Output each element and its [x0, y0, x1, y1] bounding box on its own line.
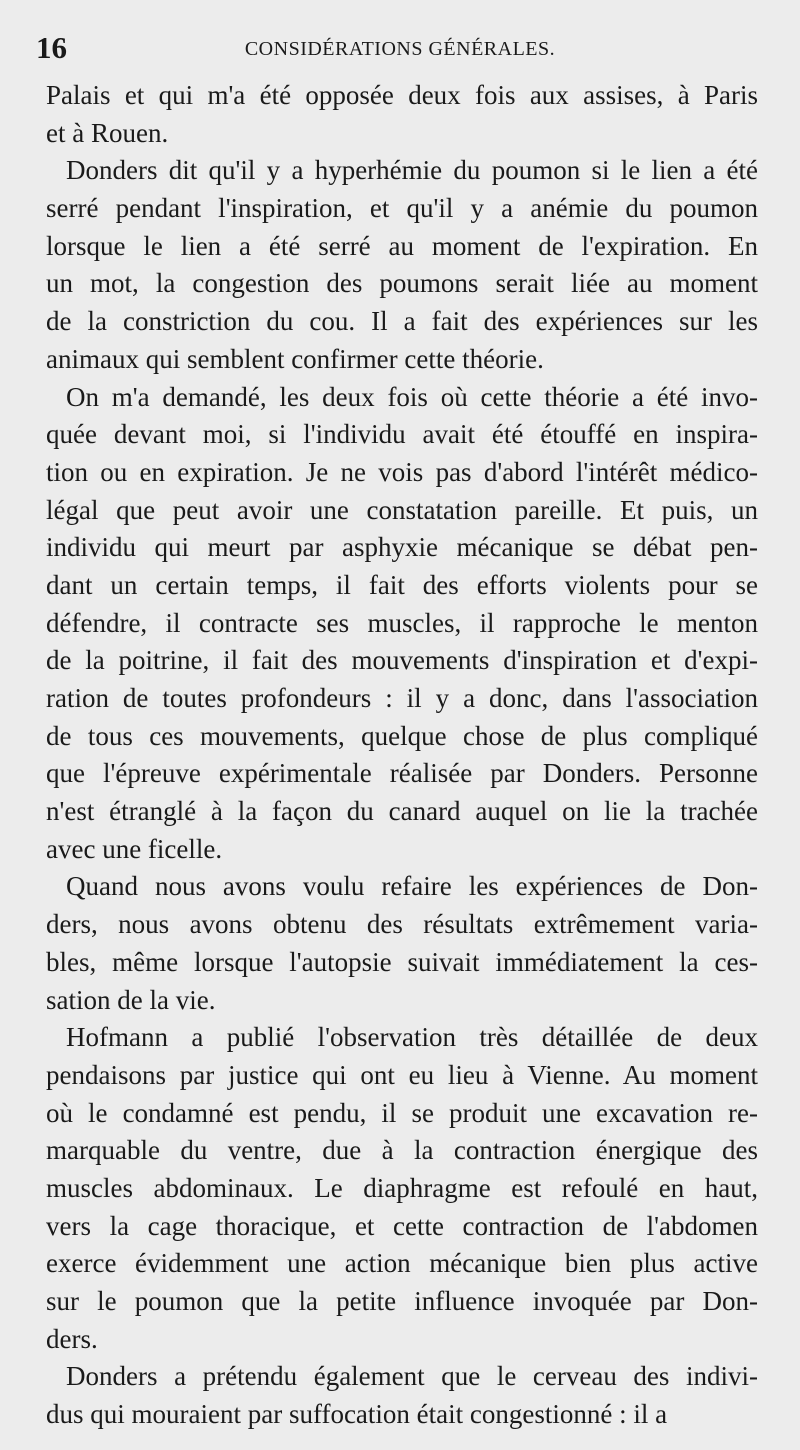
text-line: dus qui mouraient par suffocation était congestionné : il a	[46, 1399, 668, 1430]
text-line: pendaisons par justice qui ont eu lieu à Vienne. Au moment	[46, 1059, 758, 1090]
text-line: ders.	[46, 1323, 98, 1354]
text-line: un mot, la congestion des poumons serait liée au moment	[46, 268, 758, 299]
text-line: de la constriction du cou. Il a fait des expériences sur les	[46, 306, 758, 337]
paragraph	[46, 868, 758, 1019]
text-line: Donders dit qu'il y a hyperhémie du poumon si le lien a été	[66, 155, 758, 186]
paragraph	[46, 1358, 758, 1433]
text-line: Quand nous avons voulu refaire les expériences de Don-	[66, 871, 758, 902]
text-line: défendre, il contracte ses muscles, il rapproche le menton	[46, 607, 758, 638]
text-line: individu qui meurt par asphyxie mécanique se débat pen-	[46, 532, 758, 563]
page-header	[36, 26, 764, 66]
text-line: bles, même lorsque l'autopsie suivait immédiatement la ces-	[46, 946, 758, 977]
paragraph	[46, 152, 758, 378]
paragraph	[46, 379, 758, 869]
text-line: dant un certain temps, il fait des efforts violents pour se	[46, 569, 758, 600]
text-line: On m'a demandé, les deux fois où cette théorie a été invo-	[66, 381, 758, 412]
text-line: ration de toutes profondeurs : il y a donc, dans l'association	[46, 683, 758, 713]
text-line: avec une ficelle.	[46, 833, 223, 864]
page-number: 16	[36, 30, 67, 65]
text-line: de tous ces mouvements, quelque chose de plus compliqué	[46, 720, 758, 751]
text-line: quée devant moi, si l'individu avait été étouffé en inspira-	[46, 419, 758, 450]
text-line: de la poitrine, il fait des mouvements d'inspiration et d'expi-	[46, 645, 758, 676]
text-line: que l'épreuve expérimentale réalisée par Donders. Personne	[46, 758, 758, 789]
running-head: CONSIDÉRATIONS GÉNÉRALES.	[244, 38, 556, 60]
text-line: lorsque le lien a été serré au moment de l'expiration. En	[46, 230, 758, 261]
paragraph	[46, 77, 758, 152]
text-line: et à Rouen.	[46, 117, 169, 148]
text-line: muscles abdominaux. Le diaphragme est refoulé en haut,	[46, 1172, 758, 1203]
text-line: serré pendant l'inspiration, et qu'il y a anémie du poumon	[46, 193, 758, 224]
body-text	[46, 77, 758, 1434]
text-line: Palais et qui m'a été opposée deux fois aux assises, à Paris	[46, 80, 758, 110]
text-line: tion ou en expiration. Je ne vois pas d'abord l'intérêt médico-	[46, 456, 758, 487]
paragraph	[46, 1019, 758, 1358]
text-line: vers la cage thoracique, et cette contraction de l'abdomen	[46, 1210, 758, 1241]
text-line: sur le poumon que la petite influence invoquée par Don-	[46, 1286, 758, 1316]
text-line: Hofmann a publié l'observation très détaillée de deux	[66, 1022, 758, 1053]
text-line: sation de la vie.	[46, 984, 216, 1015]
text-line: où le condamné est pendu, il se produit une excavation re-	[46, 1097, 758, 1128]
text-line: exerce évidemment une action mécanique bien plus active	[46, 1248, 758, 1279]
text-line: légal que peut avoir une constatation pareille. Et puis, un	[46, 494, 758, 525]
text-line: n'est étranglé à la façon du canard auquel on lie la trachée	[46, 796, 758, 827]
text-line: animaux qui semblent confirmer cette théorie.	[46, 343, 544, 374]
text-line: ders, nous avons obtenu des résultats extrêmement varia-	[46, 909, 758, 940]
text-line: marquable du ventre, due à la contraction énergique des	[46, 1135, 758, 1166]
text-line: Donders a prétendu également que le cerveau des indivi-	[66, 1361, 758, 1392]
